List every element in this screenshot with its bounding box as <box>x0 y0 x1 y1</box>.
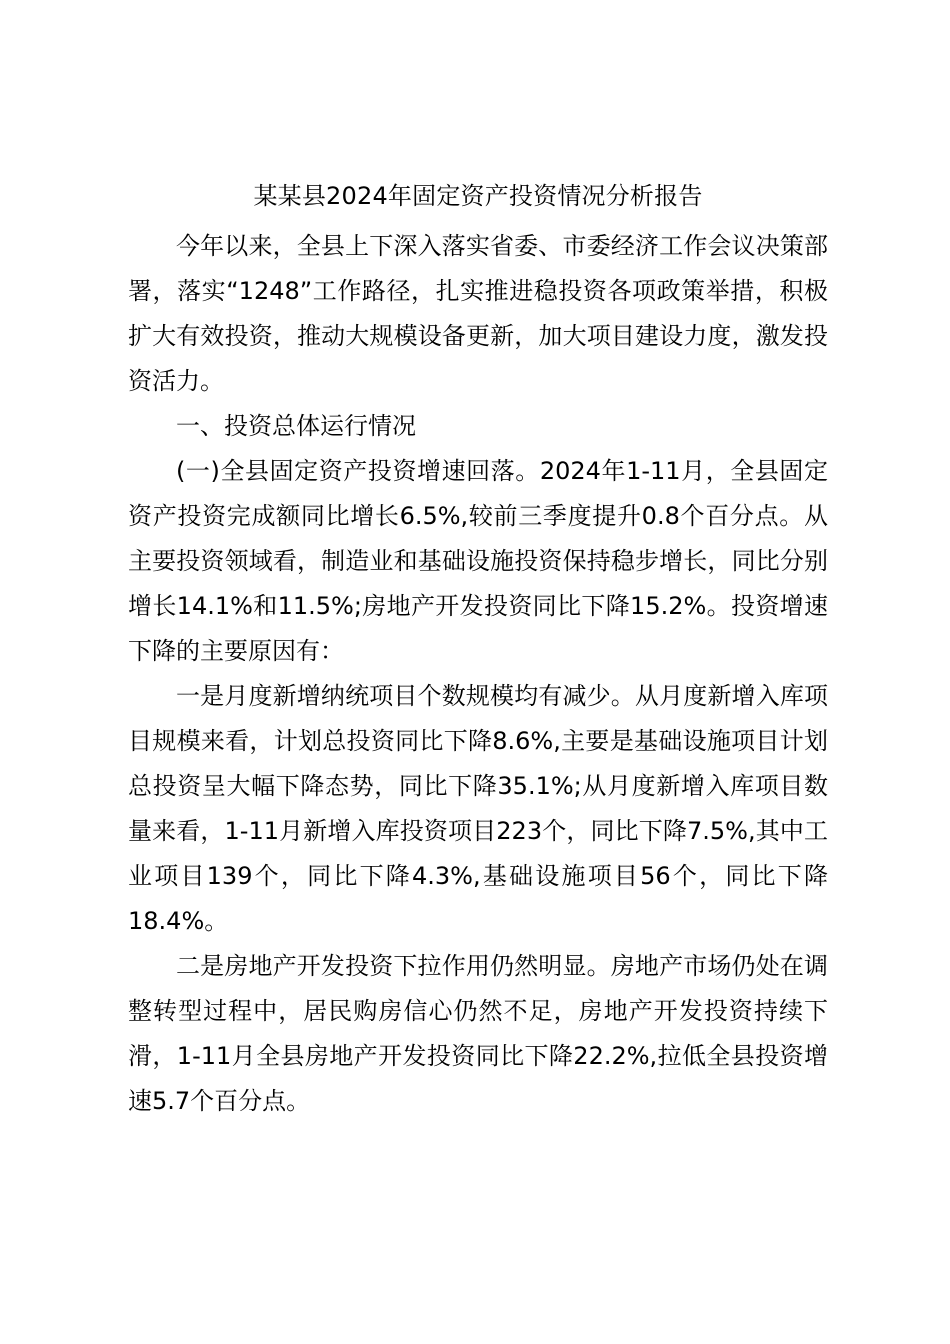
reason-one-paragraph: 一是月度新增纳统项目个数规模均有减少。从月度新增入库项目规模来看，计划总投资同比下降8.6%,主要是基础设施项目计划总投资呈大幅下降态势，同比下降35.1%;从月度新增入库项目数量来看，1-11月新增入库投资项目223个，同比下降7.5%,其中工业项目139个，同比下降4.3%,基础设施项目56个，同比下降18.4%。 <box>128 682 828 935</box>
reason-two-paragraph: 二是房地产开发投资下拉作用仍然明显。房地产市场仍处在调整转型过程中，居民购房信心仍然不足，房地产开发投资持续下滑，1-11月全县房地产开发投资同比下降22.2%,拉低全县投资增速5.7个百分点。 <box>128 952 828 1115</box>
intro-paragraph: 今年以来，全县上下深入落实省委、市委经济工作会议决策部署，落实“1248”工作路径，扎实推进稳投资各项政策举措，积极扩大有效投资，推动大规模设备更新，加大项目建设力度，激发投资活力。 <box>128 232 828 395</box>
document-title: 某某县2024年固定资产投资情况分析报告 <box>253 182 703 210</box>
section-heading: 一、投资总体运行情况 <box>176 412 416 440</box>
subsection-paragraph: (一)全县固定资产投资增速回落。2024年1-11月，全县固定资产投资完成额同比增长6.5%,较前三季度提升0.8个百分点。从主要投资领域看，制造业和基础设施投资保持稳步增长，同比分别增长14.1%和11.5%;房地产开发投资同比下降15.2%。投资增速下降的主要原因有： <box>128 457 828 665</box>
document-page <box>128 176 828 1124</box>
